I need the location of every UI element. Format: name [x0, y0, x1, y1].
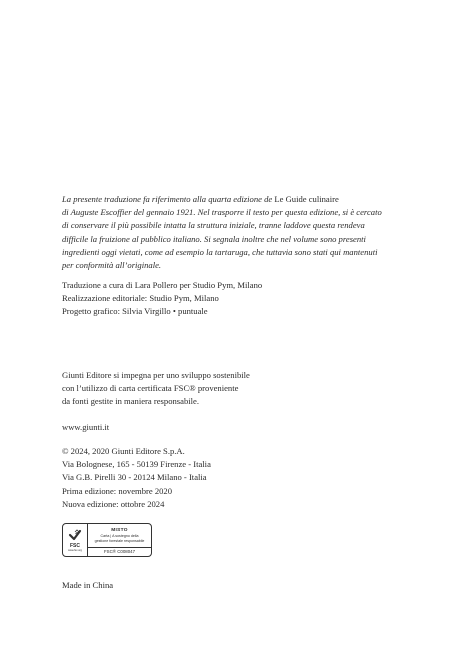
- sustainability-line-2: con l’utilizzo di carta certificata FSC® proveniente: [62, 383, 239, 394]
- translation-credit: Traduzione a cura di Lara Pollero per Studio Pym, Milano: [62, 280, 263, 290]
- translation-note-line-1: La presente traduzione fa riferimento alla quarta edizione de Le Guide culinaire: [62, 194, 339, 204]
- fsc-label: [62, 523, 152, 557]
- sustainability-statement: [62, 369, 422, 409]
- fsc-code: FSC® C008047: [88, 547, 151, 556]
- editorial-credit: Realizzazione editoriale: Studio Pym, Milano: [62, 293, 219, 304]
- new-edition: Nuova edizione: ottobre 2024: [62, 498, 165, 509]
- sustainability-line-1: Giunti Editore si impegna per uno sviluppo sostenibile: [62, 370, 250, 380]
- fsc-sub-2: gestione forestale responsabile: [94, 538, 145, 543]
- design-credit: Progetto grafico: Silvia Virgillo • puntuale: [62, 306, 208, 317]
- made-in-label: Made in China: [62, 580, 114, 590]
- address-florence: Via Bolognese, 165 - 50139 Firenze - Italia: [62, 459, 211, 470]
- credits: [62, 279, 422, 319]
- fsc-url: www.fsc.org: [68, 548, 82, 552]
- translation-note-line-2: di Auguste Escoffier del gennaio 1921. Nel trasporre il testo per questa edizione, si è cercato: [62, 207, 382, 218]
- website-link: www.giunti.it: [62, 422, 110, 432]
- sustainability-line-3: da fonti gestite in maniera responsabile.: [62, 396, 199, 407]
- fsc-body: [88, 524, 151, 556]
- fsc-logo-word: FSC: [70, 542, 80, 549]
- copyright-line: © 2024, 2020 Giunti Editore S.p.A.: [62, 446, 185, 456]
- address-milan: Via G.B. Pirelli 30 - 20124 Milano - Italia: [62, 472, 207, 483]
- translation-note-line-4: difficile la fruizione al pubblico italiano. Si segnala inoltre che nel volume sono presenti: [62, 233, 366, 244]
- translation-note-line-5: ingredienti oggi vietati, come ad esempio la tartaruga, che tuttavia sono stati qui mantenuti: [62, 246, 378, 257]
- publisher-info: [62, 445, 422, 511]
- fsc-sub-1: Carta | A sostegno della: [100, 534, 139, 539]
- translation-note: [62, 193, 422, 272]
- fsc-title: MISTO: [111, 528, 128, 534]
- original-title: Le Guide culinaire: [274, 194, 339, 204]
- first-edition: Prima edizione: novembre 2020: [62, 485, 173, 496]
- translation-note-line-6: per conformità all’originale.: [62, 260, 162, 271]
- fsc-top: [88, 524, 151, 547]
- origin-block: [62, 579, 422, 592]
- translation-note-line-3: di conservare il più possibile intatta la struttura iniziale, tranne laddove questa rendeva: [62, 220, 365, 231]
- fsc-logo: [63, 524, 88, 556]
- website-block: [62, 421, 422, 434]
- fsc-tree-check-icon: [68, 529, 82, 542]
